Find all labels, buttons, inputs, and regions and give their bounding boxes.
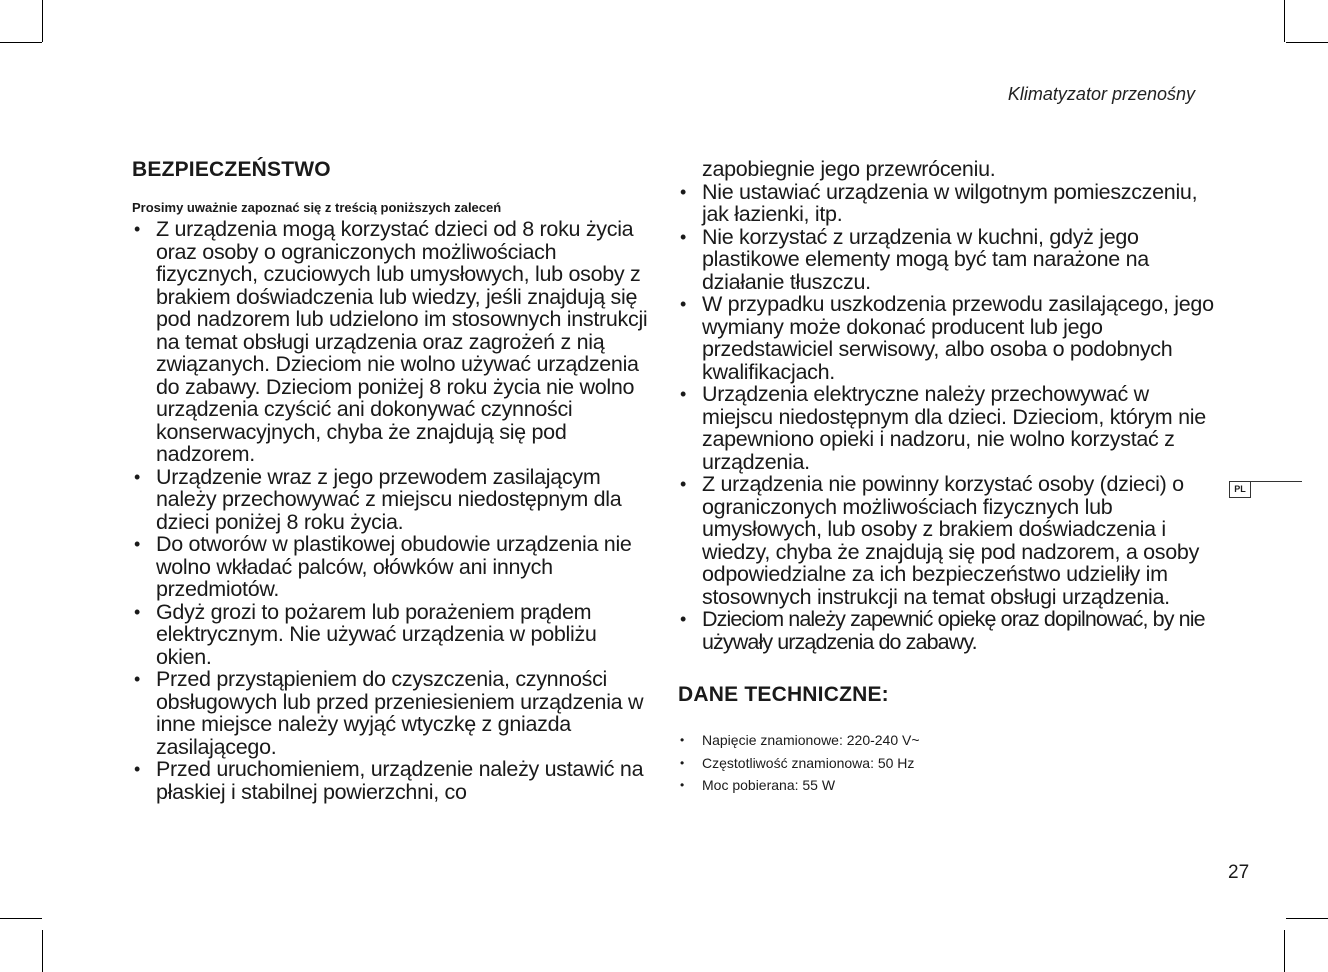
list-item: • Urządzenie wraz z jego przewodem zasilającym należy przechowywać z miejscu niedostępnym dla dzieci poniżej 8 roku życia. [134,464,622,534]
list-item: • Do otworów w plastikowej obudowie urządzenia nie wolno wkładać palców, ołówków ani innych przedmiotów. [134,532,632,601]
list-item: • Z urządzenia nie powinny korzystać osoby (dzieci) o ograniczonych możliwościach fizycznych lub umysłowych, lub osoby z brakiem doświadczenia i wiedzy, chyba że znajdują się pod nadzorem, a osoby odpowiedzialne za ich bezpieczeństwo udzieliły im stosownych instrukcji na temat obsługi urządzenia. [680,472,1200,609]
crop-mark [1284,0,1285,42]
bullet-icon: • [680,384,687,404]
language-tag-rule [1250,481,1302,482]
left-column [132,158,657,803]
bullet-icon: • [680,778,685,792]
specs-heading: DANE TECHNICZNE: [678,683,889,706]
crop-mark [1286,42,1328,43]
list-item: • Przed przystąpieniem do czyszczenia, czynności obsługowych lub przed przeniesieniem urządzenia w inne miejsce należy wyjąć wtyczkę z gniazda zasilającego. [134,667,644,759]
bullet-icon: • [134,759,141,779]
list-item: • Z urządzenia mogą korzystać dzieci od 8 roku życia oraz osoby o ograniczonych możliwościach fizycznych, czuciowych lub umysłowych, lub osoby z brakiem doświadczenia lub wiedzy, jeśli znajdują się pod nadzorem lub udzielono im stosownych instrukcji na temat obsługi urządzenia oraz zagrożeń z nią związanych. Dzieciom nie wolno używać urządzenia do zabawy. Dzieciom poniżej 8 roku życia nie wolno urządzenia czyścić ani dokonywać czynności konserwacyjnych, chyba że znajdują się pod nadzorem. [134,217,648,466]
bullet-icon: • [680,474,687,494]
list-item: • Przed uruchomieniem, urządzenie należy ustawić na płaskiej i stabilnej powierzchni, co [134,757,644,804]
safety-intro: Prosimy uważnie zapoznać się z treścią poniższych zaleceń [132,200,502,215]
spec-item: • Częstotliwość znamionowa: 50 Hz [678,752,1218,775]
running-header: Klimatyzator przenośny [1007,84,1195,104]
safety-heading: BEZPIECZEŃSTWO [132,158,331,181]
safety-list-continued [678,181,1218,654]
list-item: • Nie korzystać z urządzenia w kuchni, gdyż jego plastikowe elementy mogą być tam narażone na działanie tłuszczu. [680,224,1149,294]
list-item: • Dzieciom należy zapewnić opiekę oraz dopilnować, by nie używały urządzenia do zabawy. [680,607,1205,654]
bullet-icon: • [134,601,141,622]
page-number: 27 [1228,862,1250,883]
list-item: • Nie ustawiać urządzenia w wilgotnym pomieszczeniu, jak łazienki, itp. [680,179,1198,226]
crop-mark [0,918,42,919]
bullet-icon: • [134,534,141,554]
bullet-icon: • [680,294,687,314]
crop-mark [0,42,42,43]
list-item: • Urządzenia elektryczne należy przechowywać w miejscu niedostępnym dla dzieci. Dzieciom, którym nie zapewniono opieki i nadzoru, nie wolno korzystać z urządzenia. [680,382,1206,474]
bullet-icon: • [680,609,687,629]
bullet-icon: • [680,226,687,247]
bullet-icon: • [134,466,141,487]
crop-mark [42,930,43,972]
bullet-icon: • [680,755,685,770]
list-item: • W przypadku uszkodzenia przewodu zasilającego, jego wymiany może dokonać producent lub jego przedstawiciel serwisowy, albo osoba o podobnych kwalifikacjach. [680,292,1214,384]
spec-item: • Moc pobierana: 55 W [678,774,1218,797]
crop-mark [1284,930,1285,972]
crop-mark [42,0,43,42]
crop-mark [1286,918,1328,919]
bullet-icon: • [680,181,687,202]
specs-list [678,729,1218,797]
spec-item: • Napięcie znamionowe: 220-240 V~ [678,729,1218,752]
bullet-icon: • [134,219,141,239]
bullet-icon: • [134,669,141,689]
list-item: • Gdyż grozi to pożarem lub porażeniem prądem elektrycznym. Nie używać urządzenia w pobliżu okien. [134,599,597,669]
language-tag: PL [1229,481,1251,498]
right-column [678,158,1218,797]
list-item-continuation: zapobiegnie jego przewróceniu. [702,157,996,181]
bullet-icon: • [680,733,685,747]
safety-list [132,218,657,803]
